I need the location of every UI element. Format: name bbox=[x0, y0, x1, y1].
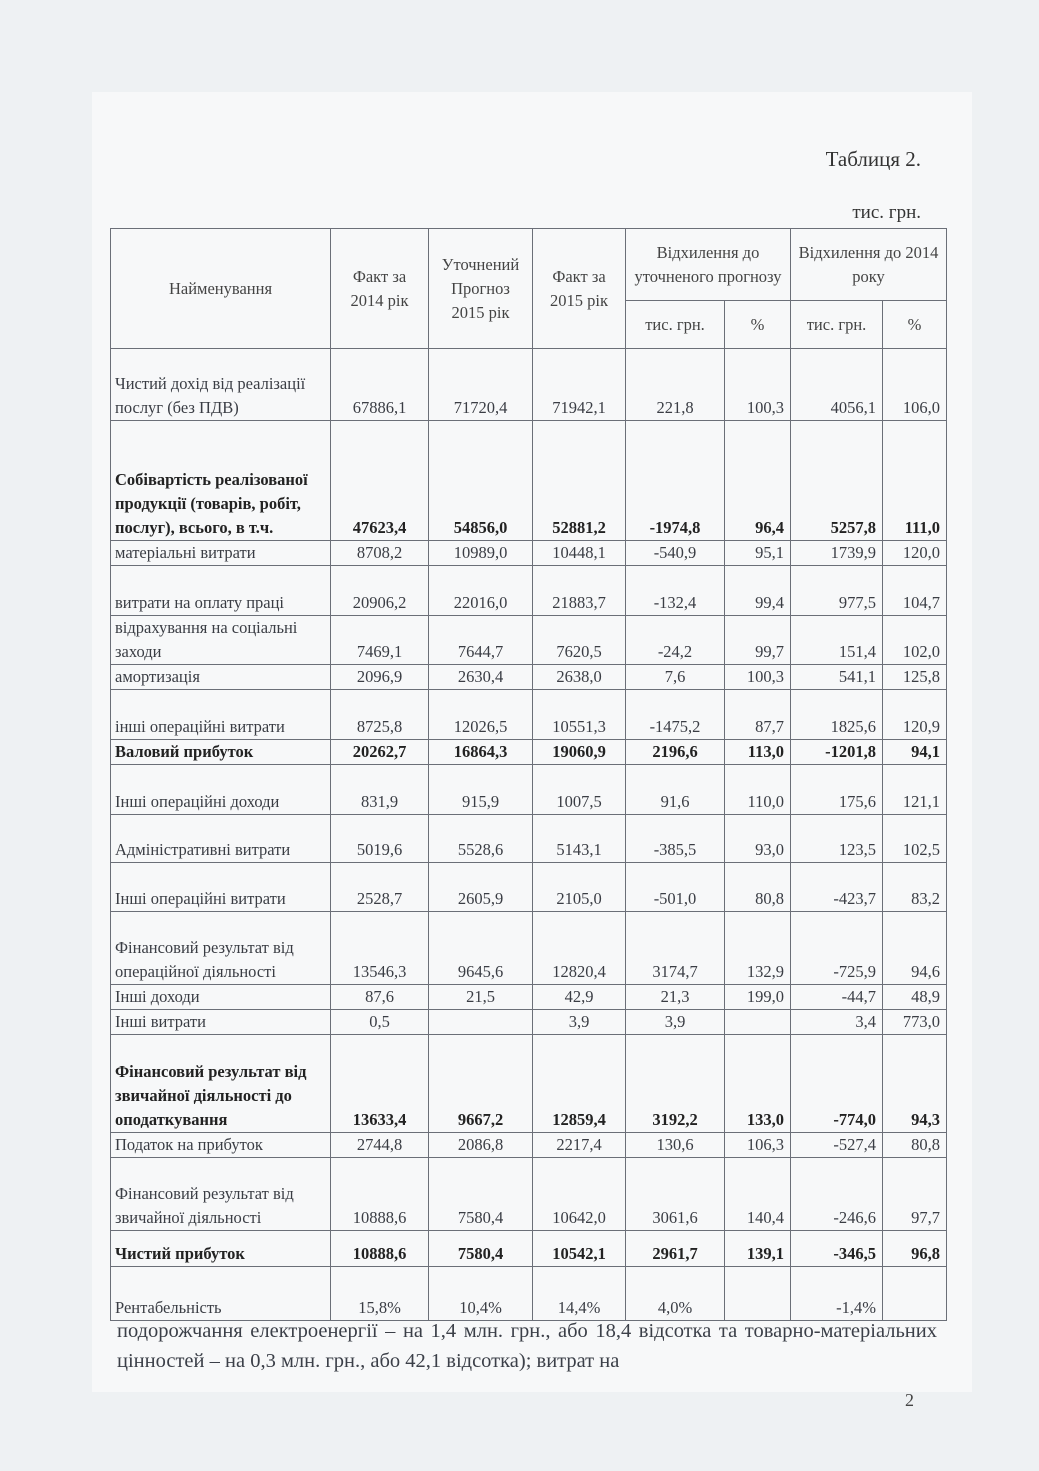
header-name: Найменування bbox=[111, 229, 331, 349]
row-value: 130,6 bbox=[626, 1133, 725, 1158]
row-value: 91,6 bbox=[626, 765, 725, 815]
row-value: 14,4% bbox=[533, 1267, 626, 1321]
row-value: 67886,1 bbox=[331, 349, 429, 421]
row-name: Фінансовий результат від операційної діяльності bbox=[111, 912, 331, 985]
table-row bbox=[111, 1158, 947, 1231]
row-value: -423,7 bbox=[791, 863, 883, 912]
subheader-pct: % bbox=[725, 301, 791, 349]
row-value: 102,5 bbox=[883, 815, 947, 863]
row-value: 111,0 bbox=[883, 421, 947, 541]
row-value: 1007,5 bbox=[533, 765, 626, 815]
row-value: 3174,7 bbox=[626, 912, 725, 985]
row-value: 47623,4 bbox=[331, 421, 429, 541]
row-name: інші операційні витрати bbox=[111, 690, 331, 740]
row-value: 97,7 bbox=[883, 1158, 947, 1231]
row-value: 10989,0 bbox=[429, 541, 533, 566]
row-value: 831,9 bbox=[331, 765, 429, 815]
table-row bbox=[111, 541, 947, 566]
row-value: -725,9 bbox=[791, 912, 883, 985]
row-value: 773,0 bbox=[883, 1010, 947, 1035]
row-value: 8725,8 bbox=[331, 690, 429, 740]
row-value: 10642,0 bbox=[533, 1158, 626, 1231]
row-value: 12859,4 bbox=[533, 1035, 626, 1133]
table-row bbox=[111, 566, 947, 616]
row-value: -527,4 bbox=[791, 1133, 883, 1158]
header-deviation-forecast: Відхилення до уточненого прогнозу bbox=[626, 229, 791, 301]
row-name: Фінансовий результат від звичайної діяльності до оподаткування bbox=[111, 1035, 331, 1133]
row-value: 221,8 bbox=[626, 349, 725, 421]
row-value: 9645,6 bbox=[429, 912, 533, 985]
units-label: тис. грн. bbox=[852, 202, 921, 223]
row-value: 87,7 bbox=[725, 690, 791, 740]
table-row bbox=[111, 985, 947, 1010]
row-value: -1475,2 bbox=[626, 690, 725, 740]
row-value: 13546,3 bbox=[331, 912, 429, 985]
row-value: 121,1 bbox=[883, 765, 947, 815]
row-name: Інші витрати bbox=[111, 1010, 331, 1035]
row-value: -44,7 bbox=[791, 985, 883, 1010]
row-value: 10542,1 bbox=[533, 1231, 626, 1267]
row-value: 3192,2 bbox=[626, 1035, 725, 1133]
table-row bbox=[111, 740, 947, 765]
table-row bbox=[111, 1010, 947, 1035]
financial-results-table bbox=[110, 228, 947, 1321]
row-value: 0,5 bbox=[331, 1010, 429, 1035]
row-value: 42,9 bbox=[533, 985, 626, 1010]
table-row bbox=[111, 349, 947, 421]
row-value: 10448,1 bbox=[533, 541, 626, 566]
row-value: 175,6 bbox=[791, 765, 883, 815]
header-forecast-2015: Уточнений Прогноз 2015 рік bbox=[429, 229, 533, 349]
row-value: 139,1 bbox=[725, 1231, 791, 1267]
row-value: 87,6 bbox=[331, 985, 429, 1010]
row-value: 100,3 bbox=[725, 349, 791, 421]
row-value: 1739,9 bbox=[791, 541, 883, 566]
row-value: 8708,2 bbox=[331, 541, 429, 566]
row-value: 2096,9 bbox=[331, 665, 429, 690]
row-name: Інші операційні витрати bbox=[111, 863, 331, 912]
row-value: -132,4 bbox=[626, 566, 725, 616]
row-value: 104,7 bbox=[883, 566, 947, 616]
row-value: 102,0 bbox=[883, 616, 947, 665]
row-value: 93,0 bbox=[725, 815, 791, 863]
row-value: 99,4 bbox=[725, 566, 791, 616]
row-value: 2605,9 bbox=[429, 863, 533, 912]
row-value: 3,4 bbox=[791, 1010, 883, 1035]
row-value: 99,7 bbox=[725, 616, 791, 665]
row-value: 71942,1 bbox=[533, 349, 626, 421]
row-value: 125,8 bbox=[883, 665, 947, 690]
row-value bbox=[883, 1267, 947, 1321]
row-value: 140,4 bbox=[725, 1158, 791, 1231]
row-value: 123,5 bbox=[791, 815, 883, 863]
row-value: 71720,4 bbox=[429, 349, 533, 421]
table-caption: Таблиця 2. bbox=[825, 147, 921, 171]
row-value: 5143,1 bbox=[533, 815, 626, 863]
row-value: -774,0 bbox=[791, 1035, 883, 1133]
row-value: 120,0 bbox=[883, 541, 947, 566]
table-row bbox=[111, 690, 947, 740]
row-value: 15,8% bbox=[331, 1267, 429, 1321]
row-value: 13633,4 bbox=[331, 1035, 429, 1133]
row-name: амортизація bbox=[111, 665, 331, 690]
row-value: 21,5 bbox=[429, 985, 533, 1010]
table-row bbox=[111, 765, 947, 815]
table-row bbox=[111, 665, 947, 690]
subheader-thous: тис. грн. bbox=[626, 301, 725, 349]
row-value: 10,4% bbox=[429, 1267, 533, 1321]
table-row bbox=[111, 815, 947, 863]
row-value: 19060,9 bbox=[533, 740, 626, 765]
row-value: 83,2 bbox=[883, 863, 947, 912]
row-value: 7644,7 bbox=[429, 616, 533, 665]
subheader-pct-2: % bbox=[883, 301, 947, 349]
table-row bbox=[111, 616, 947, 665]
row-name: Фінансовий результат від звичайної діяльності bbox=[111, 1158, 331, 1231]
row-value: 7580,4 bbox=[429, 1158, 533, 1231]
row-value: 3,9 bbox=[626, 1010, 725, 1035]
row-value: -540,9 bbox=[626, 541, 725, 566]
row-value: 21883,7 bbox=[533, 566, 626, 616]
row-value: 199,0 bbox=[725, 985, 791, 1010]
row-value: 1825,6 bbox=[791, 690, 883, 740]
row-value: 2630,4 bbox=[429, 665, 533, 690]
row-value: 2196,6 bbox=[626, 740, 725, 765]
row-value: 94,1 bbox=[883, 740, 947, 765]
row-value: 2638,0 bbox=[533, 665, 626, 690]
row-value: 95,1 bbox=[725, 541, 791, 566]
row-name: Рентабельність bbox=[111, 1267, 331, 1321]
table-row bbox=[111, 1035, 947, 1133]
row-value: 9667,2 bbox=[429, 1035, 533, 1133]
row-value: 48,9 bbox=[883, 985, 947, 1010]
row-name: витрати на оплату праці bbox=[111, 566, 331, 616]
row-value: -24,2 bbox=[626, 616, 725, 665]
row-value: 120,9 bbox=[883, 690, 947, 740]
row-value: 106,0 bbox=[883, 349, 947, 421]
row-value: -1201,8 bbox=[791, 740, 883, 765]
header-fact-2014: Факт за 2014 рік bbox=[331, 229, 429, 349]
row-value: -385,5 bbox=[626, 815, 725, 863]
row-value: 5528,6 bbox=[429, 815, 533, 863]
row-value: 5019,6 bbox=[331, 815, 429, 863]
row-value: 10888,6 bbox=[331, 1158, 429, 1231]
row-value: 12820,4 bbox=[533, 912, 626, 985]
table-row bbox=[111, 912, 947, 985]
row-name: Інші операційні доходи bbox=[111, 765, 331, 815]
row-value: 4056,1 bbox=[791, 349, 883, 421]
page-number: 2 bbox=[905, 1390, 914, 1410]
row-value: 52881,2 bbox=[533, 421, 626, 541]
row-value: 132,9 bbox=[725, 912, 791, 985]
row-value bbox=[429, 1010, 533, 1035]
row-value: 96,4 bbox=[725, 421, 791, 541]
table-row bbox=[111, 1267, 947, 1321]
row-value: 80,8 bbox=[725, 863, 791, 912]
row-value: 20906,2 bbox=[331, 566, 429, 616]
row-value: 106,3 bbox=[725, 1133, 791, 1158]
row-value bbox=[725, 1010, 791, 1035]
header-deviation-2014: Відхилення до 2014 року bbox=[791, 229, 947, 301]
row-name: Адміністративні витрати bbox=[111, 815, 331, 863]
row-name: Собівартість реалізованої продукції (товарів, робіт, послуг), всього, в т.ч. bbox=[111, 421, 331, 541]
row-name: Чистий дохід від реалізації послуг (без ПДВ) bbox=[111, 349, 331, 421]
row-value: 7620,5 bbox=[533, 616, 626, 665]
row-value: -1,4% bbox=[791, 1267, 883, 1321]
header-fact-2015: Факт за 2015 рік bbox=[533, 229, 626, 349]
subheader-thous-2: тис. грн. bbox=[791, 301, 883, 349]
row-name: відрахування на соціальні заходи bbox=[111, 616, 331, 665]
row-value: -1974,8 bbox=[626, 421, 725, 541]
table-row bbox=[111, 863, 947, 912]
row-value: 54856,0 bbox=[429, 421, 533, 541]
row-value: 4,0% bbox=[626, 1267, 725, 1321]
row-value: 3,9 bbox=[533, 1010, 626, 1035]
row-value: 10888,6 bbox=[331, 1231, 429, 1267]
row-value: 2086,8 bbox=[429, 1133, 533, 1158]
row-value: 22016,0 bbox=[429, 566, 533, 616]
row-value: 2744,8 bbox=[331, 1133, 429, 1158]
row-value: -246,6 bbox=[791, 1158, 883, 1231]
row-value: 5257,8 bbox=[791, 421, 883, 541]
row-value: -501,0 bbox=[626, 863, 725, 912]
row-value: 7469,1 bbox=[331, 616, 429, 665]
table-row bbox=[111, 1231, 947, 1267]
body-paragraph: подорожчання електроенергії – на 1,4 млн. грн., або 18,4 відсотка та товарно-матеріальних цінностей – на 0,3 млн. грн., або 42,1 відсотка); витрат на bbox=[117, 1320, 937, 1372]
row-value: 2961,7 bbox=[626, 1231, 725, 1267]
row-value bbox=[725, 1267, 791, 1321]
row-value: 113,0 bbox=[725, 740, 791, 765]
row-value: 20262,7 bbox=[331, 740, 429, 765]
row-value: 7580,4 bbox=[429, 1231, 533, 1267]
row-value: 110,0 bbox=[725, 765, 791, 815]
row-value: 21,3 bbox=[626, 985, 725, 1010]
table-row bbox=[111, 421, 947, 541]
row-value: 2217,4 bbox=[533, 1133, 626, 1158]
row-value: 541,1 bbox=[791, 665, 883, 690]
row-name: матеріальні витрати bbox=[111, 541, 331, 566]
row-name: Чистий прибуток bbox=[111, 1231, 331, 1267]
row-value: 2528,7 bbox=[331, 863, 429, 912]
row-name: Валовий прибуток bbox=[111, 740, 331, 765]
row-value: 2105,0 bbox=[533, 863, 626, 912]
row-value: 151,4 bbox=[791, 616, 883, 665]
table-row bbox=[111, 1133, 947, 1158]
row-name: Податок на прибуток bbox=[111, 1133, 331, 1158]
row-value: 7,6 bbox=[626, 665, 725, 690]
row-value: 16864,3 bbox=[429, 740, 533, 765]
row-value: 94,3 bbox=[883, 1035, 947, 1133]
row-value: 80,8 bbox=[883, 1133, 947, 1158]
row-value: 133,0 bbox=[725, 1035, 791, 1133]
row-value: 915,9 bbox=[429, 765, 533, 815]
row-value: -346,5 bbox=[791, 1231, 883, 1267]
row-value: 96,8 bbox=[883, 1231, 947, 1267]
row-value: 977,5 bbox=[791, 566, 883, 616]
row-name: Інші доходи bbox=[111, 985, 331, 1010]
row-value: 94,6 bbox=[883, 912, 947, 985]
row-value: 12026,5 bbox=[429, 690, 533, 740]
row-value: 100,3 bbox=[725, 665, 791, 690]
row-value: 10551,3 bbox=[533, 690, 626, 740]
row-value: 3061,6 bbox=[626, 1158, 725, 1231]
